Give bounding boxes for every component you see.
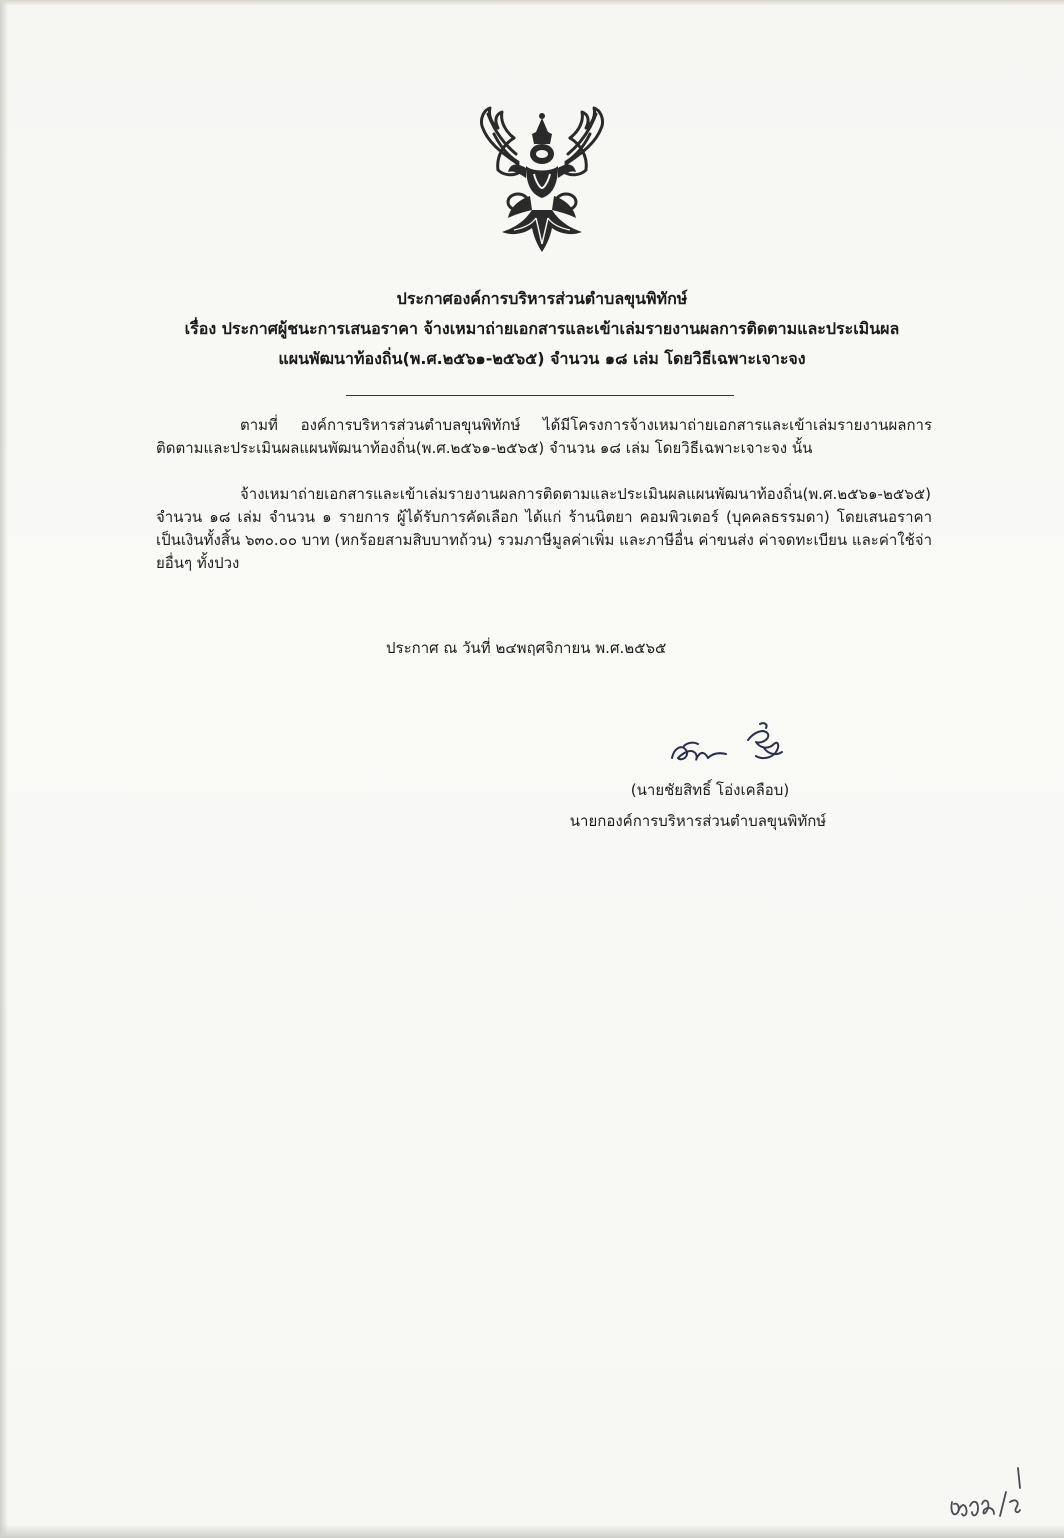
paragraph-1-text: ตามที่ องค์การบริหารส่วนตำบลขุนพิทักษ์ ได้มีโครงการจ้างเหมาถ่ายเอกสารและเข้าเล่มรายงานผลการติดตามและประเมินผลแผนพัฒนาท้องถิ่น(พ.ศ.๒๕๖๑-๒๕๖๕) จำนวน ๑๘ เล่ม โดยวิธีเฉพาะเจาะจง นั้น — [156, 416, 932, 457]
signer-name: (นายชัยสิทธิ์ โอ่งเคลือบ) — [630, 781, 790, 799]
paragraph-2-text: จ้างเหมาถ่ายเอกสารและเข้าเล่มรายงานผลการติดตามและประเมินผลแผนพัฒนาท้องถิ่น(พ.ศ.๒๕๖๑-๒๕๖๕) จำนวน ๑๘ เล่ม จำนวน ๑ รายการ ผู้ได้รับการคัดเลือก ได้แก่ ร้านนิตยา คอมพิวเตอร์ (บุคคลธรรมดา) โดยเสนอราคา เป็นเงินทั้งสิ้น ๖๓๐.๐๐ บาท (หกร้อยสามสิบบาทถ้วน) รวมภาษีมูลค่าเพิ่ม และภาษีอื่น ค่าขนส่ง ค่าจดทะเบียน และค่าใช้จ่ายอื่นๆ ทั้งปวง — [156, 485, 933, 572]
paper-edge-top — [0, 0, 1064, 6]
paper-edge-left — [0, 0, 8, 1538]
title-divider — [346, 395, 734, 396]
announcement-date: ประกาศ ณ วันที่ ๒๔พฤศจิกายน พ.ศ.๒๕๖๕ — [386, 639, 667, 657]
handwritten-signature — [664, 718, 794, 776]
paragraph-1 — [156, 414, 932, 460]
paragraph-2 — [156, 483, 932, 575]
title-line-2: เรื่อง ประกาศผู้ชนะการเสนอราคา จ้างเหมาถ่ายเอกสารและเข้าเล่มรายงานผลการติดตามและประเมินผล — [184, 319, 900, 338]
announcement-title — [150, 284, 934, 374]
garuda-emblem-icon — [474, 104, 610, 254]
handwritten-note — [944, 1462, 1034, 1532]
paper-edge-bottom — [0, 1524, 1064, 1538]
signer-title: นายกองค์การบริหารส่วนตำบลขุนพิทักษ์ — [569, 812, 827, 830]
title-line-3: แผนพัฒนาท้องถิ่น(พ.ศ.๒๕๖๑-๒๕๖๕) จำนวน ๑๘ เล่ม โดยวิธีเฉพาะเจาะจง — [278, 349, 806, 368]
title-line-1: ประกาศองค์การบริหารส่วนตำบลขุนพิทักษ์ — [396, 289, 688, 308]
